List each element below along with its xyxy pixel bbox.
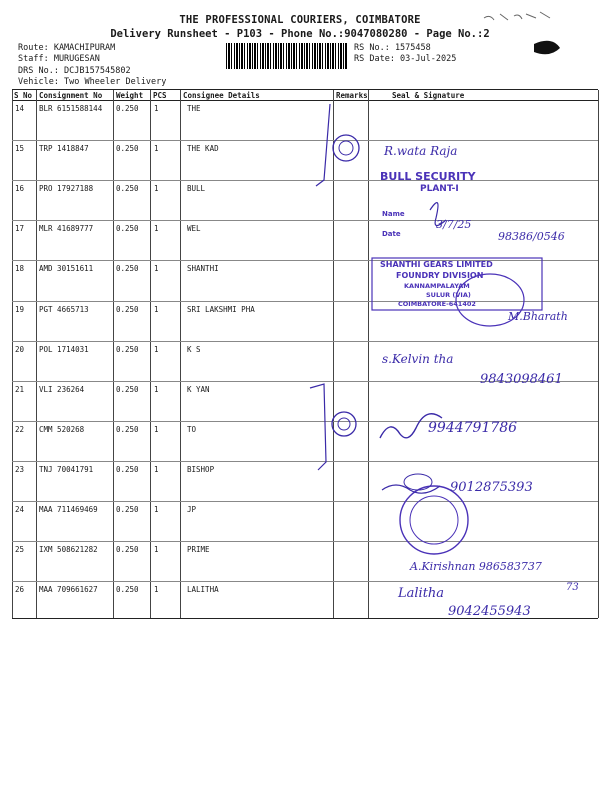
cell-pcs: 1 (154, 464, 159, 474)
cell-consignee: BULL (187, 184, 206, 194)
header-consignee: Consignee Details (183, 91, 260, 100)
cell-weight: 0.250 (116, 545, 139, 555)
signature-row25-extra: 73 (566, 582, 579, 593)
signature-row18-name: M.Bharath (508, 310, 568, 323)
shanthi-stamp-line4: SULUR (VIA) (426, 291, 471, 299)
cell-consignment: CMM 520268 (39, 424, 85, 434)
cell-sno: 15 (15, 144, 25, 154)
cell-consignment: PGT 4665713 (39, 304, 89, 314)
cell-pcs: 1 (154, 344, 159, 354)
cell-sno: 21 (15, 384, 25, 394)
drs-label: DRS No.: DCJB157545802 (18, 66, 131, 76)
cell-consignment: POL 1714031 (39, 344, 89, 354)
cell-consignment: BLR 6151588144 (39, 104, 103, 113)
cell-pcs: 1 (154, 585, 159, 595)
cell-weight: 0.250 (116, 585, 139, 595)
signature-row26-phone: 9042455943 (448, 604, 531, 619)
header-remarks: Remarks (336, 91, 368, 100)
cell-consignee: LALITHA (187, 585, 219, 595)
signature-row26-name: Lalitha (398, 586, 445, 601)
cell-consignee: SRI LAKSHMI PHA (187, 304, 255, 314)
cell-pcs: 1 (154, 384, 159, 394)
header-seal-signature: Seal & Signature (392, 91, 465, 100)
cell-consignee: BISHOP (187, 464, 215, 474)
rs-date: RS Date: 03-Jul-2025 (354, 54, 457, 64)
cell-sno: 24 (15, 505, 25, 514)
signature-row15: R.wata Raja (384, 144, 458, 158)
cell-sno: 16 (15, 184, 25, 194)
vehicle-label: Vehicle: Two Wheeler Delivery (18, 77, 167, 87)
header-consignment: Consignment No (39, 91, 103, 100)
cell-consignment: MLR 41689777 (39, 224, 94, 234)
cell-consignee: TO (187, 424, 197, 434)
signature-row17-phone: 98386/0546 (498, 230, 565, 243)
cell-consignee: WEL (187, 224, 201, 234)
runsheet-title: Delivery Runsheet - P103 - Phone No.:9047080280 - Page No.:2 (110, 28, 490, 40)
staff-label: Staff: MURUGESAN (18, 54, 100, 64)
cell-consignee: THE KAD (187, 144, 219, 154)
signature-row20: s.Kelvin tha (382, 352, 454, 366)
cell-sno: 22 (15, 424, 25, 434)
cell-weight: 0.250 (116, 104, 139, 113)
cell-weight: 0.250 (116, 264, 139, 274)
cell-weight: 0.250 (116, 304, 139, 314)
cell-weight: 0.250 (116, 464, 139, 474)
signature-row17-date: 3/7/25 (436, 218, 472, 231)
cell-sno: 19 (15, 304, 25, 314)
cell-sno: 14 (15, 104, 25, 113)
cell-consignee: THE (187, 104, 201, 113)
company-title: THE PROFESSIONAL COURIERS, COIMBATORE (179, 14, 421, 26)
cell-weight: 0.250 (116, 384, 139, 394)
bull-security-plant: PLANT-I (420, 184, 459, 194)
shanthi-stamp-line5: COIMBATORE-641402 (398, 300, 476, 308)
cell-sno: 17 (15, 224, 25, 234)
header-pcs: PCS (153, 91, 167, 100)
cell-consignee: PRIME (187, 545, 210, 555)
cell-pcs: 1 (154, 424, 159, 434)
cell-pcs: 1 (154, 545, 159, 555)
cell-consignment: TNJ 70041791 (39, 464, 94, 474)
cell-weight: 0.250 (116, 505, 139, 514)
cell-consignment: TRP 1418847 (39, 144, 89, 154)
cell-sno: 20 (15, 344, 25, 354)
cell-sno: 26 (15, 585, 25, 595)
signature-row25: A.Kirishnan 986583737 (410, 560, 542, 573)
cell-pcs: 1 (154, 144, 159, 154)
shanthi-stamp-line1: SHANTHI GEARS LIMITED (380, 260, 493, 269)
cell-consignment: VLI 236264 (39, 384, 85, 394)
stamp-name-label: Name (382, 210, 405, 218)
cell-pcs: 1 (154, 184, 159, 194)
cell-consignee: SHANTHI (187, 264, 219, 274)
cell-consignment: MAA 711469469 (39, 505, 98, 514)
cell-weight: 0.250 (116, 344, 139, 354)
cell-pcs: 1 (154, 304, 159, 314)
cell-weight: 0.250 (116, 224, 139, 234)
cell-consignment: AMD 30151611 (39, 264, 94, 274)
cell-consignee: K S (187, 344, 201, 354)
cell-weight: 0.250 (116, 424, 139, 434)
rs-number: RS No.: 1575458 (354, 43, 431, 53)
stamp-date-label: Date (382, 230, 401, 238)
signature-row23-phone: 9012875393 (450, 480, 533, 495)
cell-consignee: JP (187, 505, 197, 514)
signature-row20-phone: 9843098461 (480, 372, 563, 387)
cell-pcs: 1 (154, 505, 159, 514)
cell-consignment: IXM 508621282 (39, 545, 98, 555)
header-sno: S No (14, 91, 33, 100)
cell-pcs: 1 (154, 264, 159, 274)
cell-weight: 0.250 (116, 144, 139, 154)
shanthi-stamp-line3: KANNAMPALAYAM (404, 282, 470, 290)
cell-pcs: 1 (154, 224, 159, 234)
cell-consignee: K YAN (187, 384, 210, 394)
cell-weight: 0.250 (116, 184, 139, 194)
cell-consignment: MAA 709661627 (39, 585, 98, 595)
cell-sno: 18 (15, 264, 25, 274)
cell-sno: 23 (15, 464, 25, 474)
header-weight: Weight (116, 91, 144, 100)
bull-security-stamp: BULL SECURITY (380, 170, 476, 183)
cell-sno: 25 (15, 545, 25, 555)
cell-consignment: PRO 17927188 (39, 184, 94, 194)
shanthi-stamp-line2: FOUNDRY DIVISION (396, 271, 484, 280)
cell-pcs: 1 (154, 104, 159, 113)
signature-row22-phone: 9944791786 (428, 420, 518, 436)
route-label: Route: KAMACHIPURAM (18, 43, 116, 53)
